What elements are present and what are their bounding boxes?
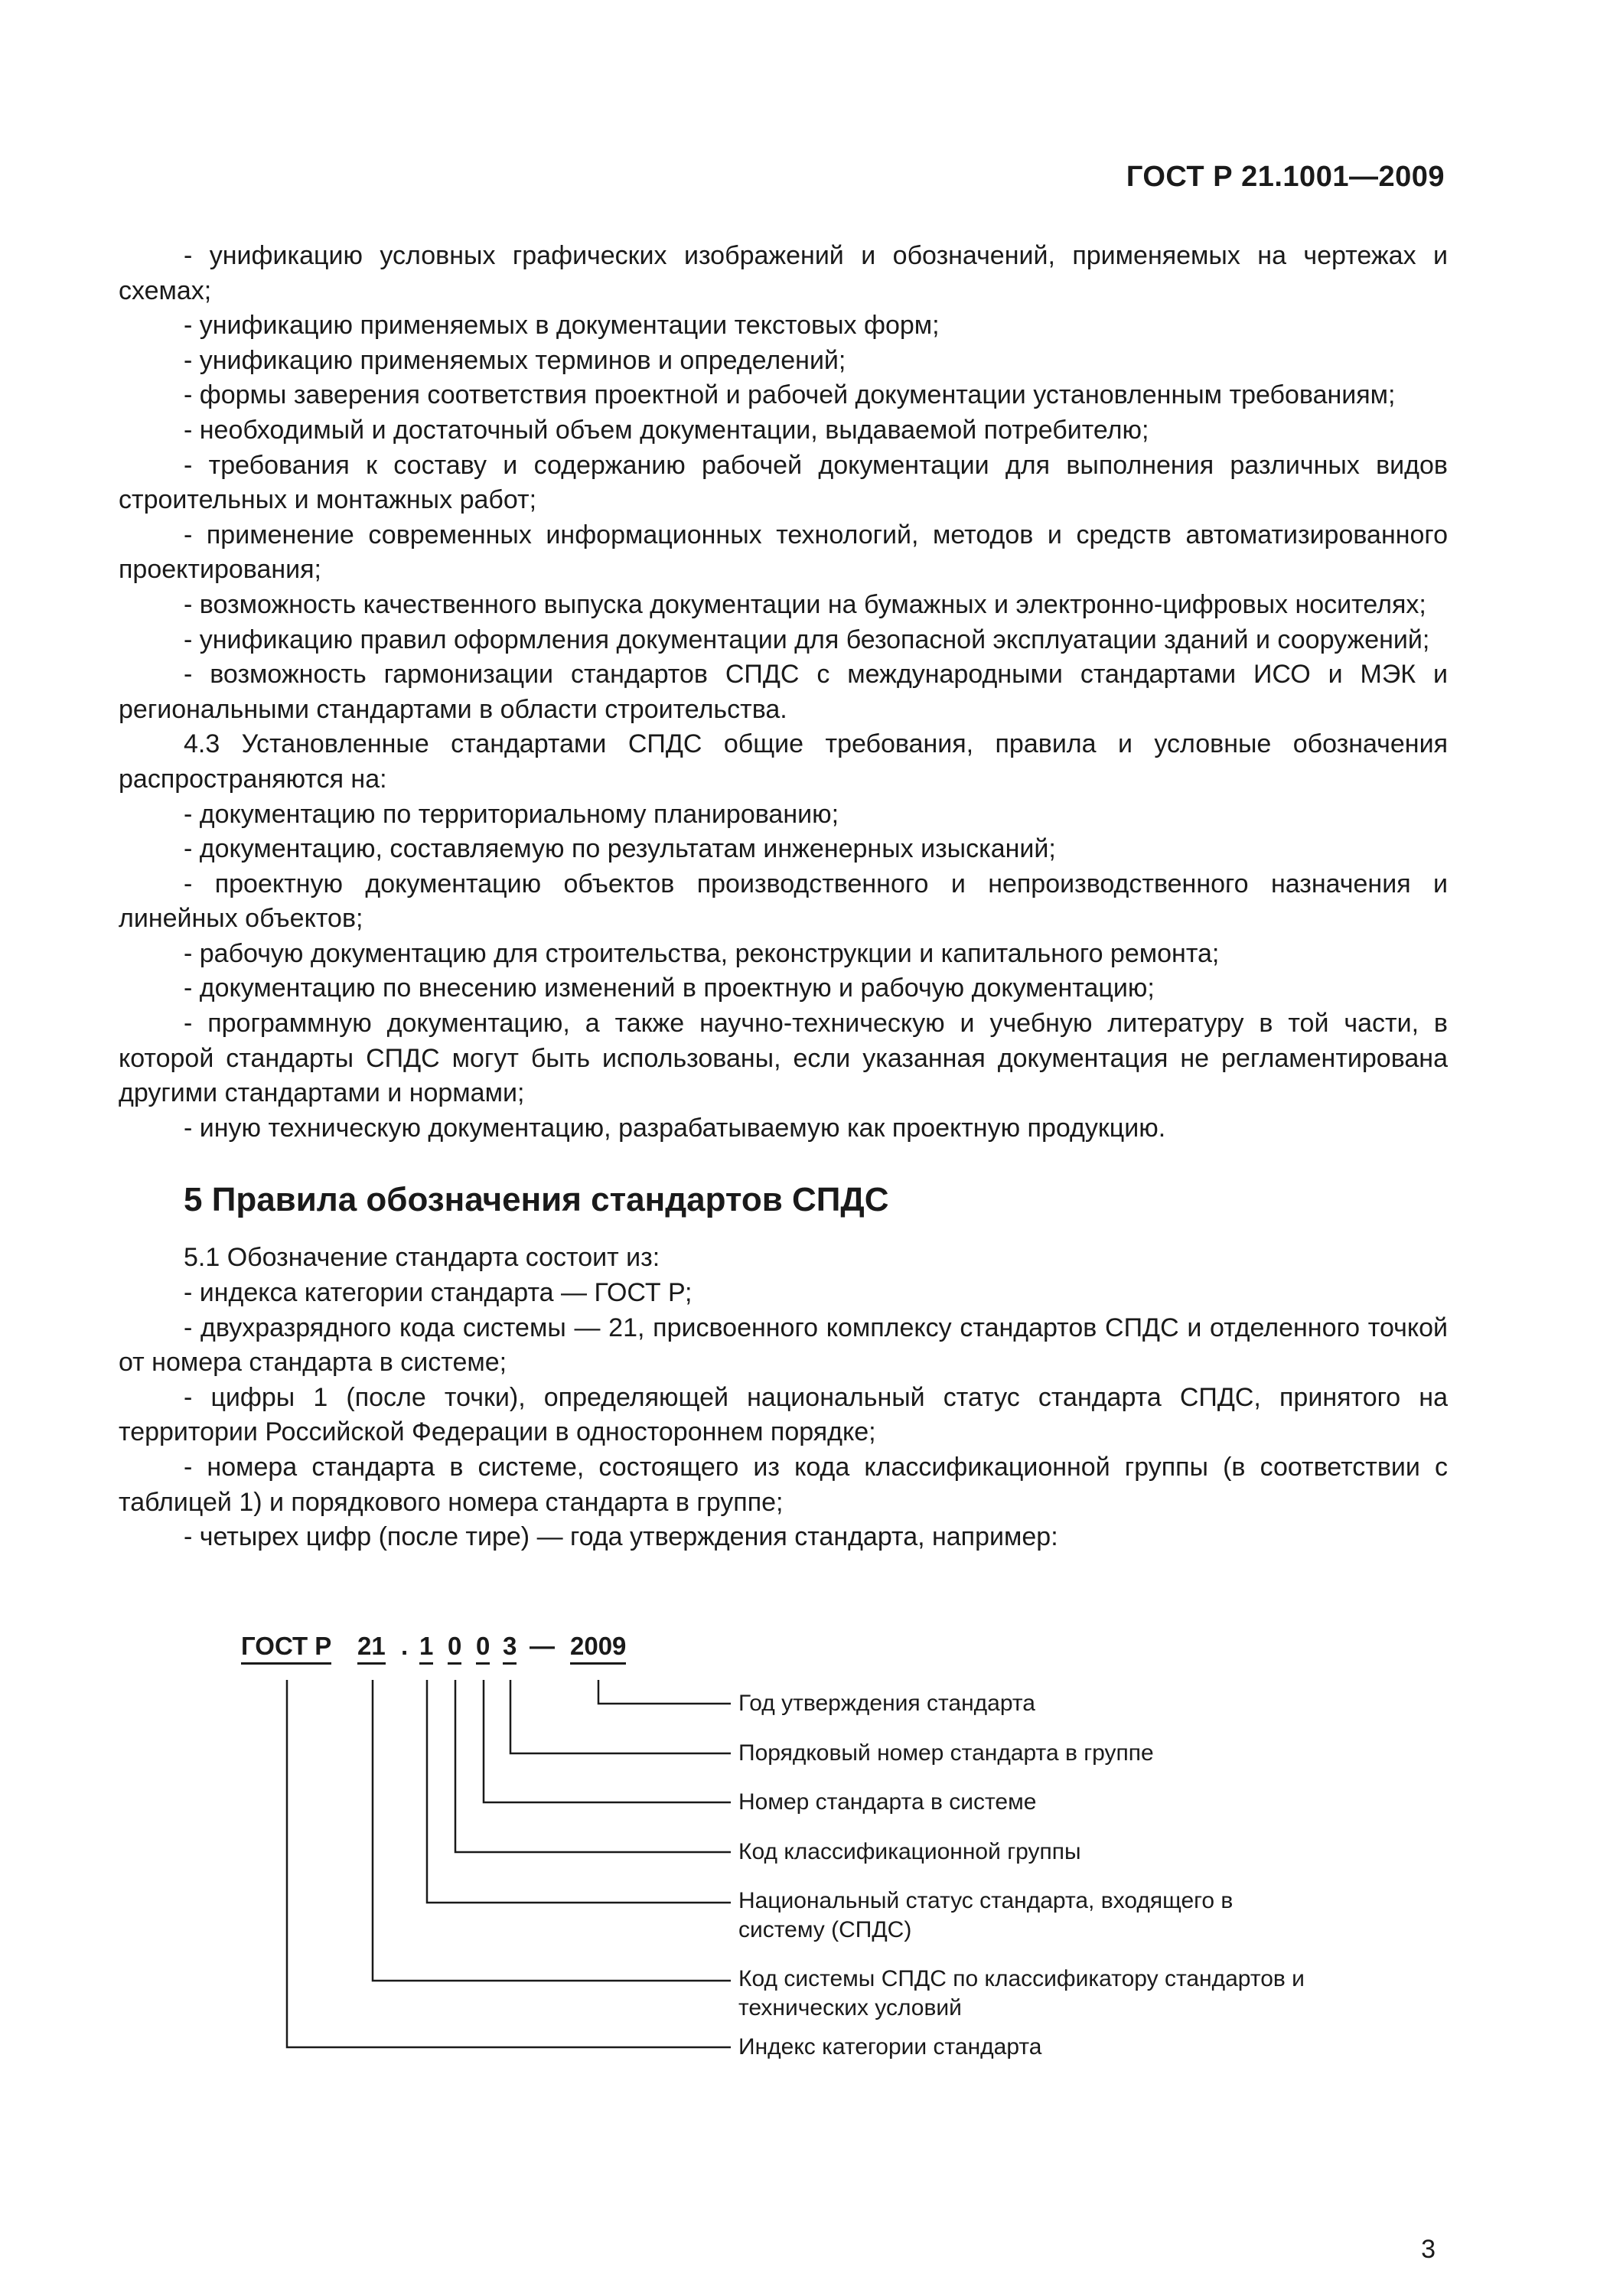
code-dot: . xyxy=(401,1632,409,1660)
standard-header: ГОСТ Р 21.1001—2009 xyxy=(1126,161,1445,193)
list-item: - проектную документацию объектов производственного и непроизводственного назначения и линейных объектов; xyxy=(119,869,1448,934)
list-item: - рабочую документацию для строительства, реконструкции и капитального ремонта; xyxy=(184,938,1220,968)
clause-4-3: 4.3 Установленные стандартами СПДС общие требования, правила и условные обозначения распространяются на: xyxy=(119,729,1448,794)
leader-category xyxy=(287,1680,731,2047)
label-group: Код классификационной группы xyxy=(738,1839,1081,1864)
code-group-digit-1: 0 xyxy=(448,1631,461,1665)
code-year: 2009 xyxy=(570,1631,626,1665)
list-item: - применение современных информационных технологий, методов и средств автоматизированного проектирования; xyxy=(119,520,1448,585)
list-item: - документацию, составляемую по результатам инженерных изысканий; xyxy=(184,834,1056,864)
list-item: - возможность качественного выпуска документации на бумажных и электронно-цифровых носителях; xyxy=(184,589,1426,619)
label-category: Индекс категории стандарта xyxy=(738,2034,1042,2060)
list-item: - цифры 1 (после точки), определяющей национальный статус стандарта СПДС, принятого на территории Российской Федерации в одностороннем порядке; xyxy=(119,1382,1448,1447)
code-system: 21 xyxy=(357,1631,386,1665)
list-item: - номера стандарта в системе, состоящего из кода классификационной группы (в соответствии с таблицей 1) и порядкового номера стандарта в группе; xyxy=(119,1453,1448,1517)
list-item: - необходимый и достаточный объем документации, выдаваемой потребителю; xyxy=(184,415,1149,445)
list-item: - программную документацию, а также научно-техническую и учебную литературу в той части, в которой стандарты СПДС могут быть использованы, если указанная документация не регламентирована другими стандартами и нормами; xyxy=(119,1009,1448,1108)
list-item: - формы заверения соответствия проектной и рабочей документации установленным требованиям; xyxy=(184,380,1396,410)
list-item: - четырех цифр (после тире) — года утверждения стандарта, например: xyxy=(184,1522,1058,1552)
list-item: - унификацию применяемых терминов и определений; xyxy=(184,345,846,375)
list-item: - индекса категории стандарта — ГОСТ Р; xyxy=(184,1278,693,1308)
label-number: Номер стандарта в системе xyxy=(738,1789,1037,1815)
page-number: 3 xyxy=(1421,2235,1436,2264)
clause-5-1: 5.1 Обозначение стандарта состоит из: xyxy=(184,1243,660,1273)
list-item: - унификацию правил оформления документации для безопасной эксплуатации зданий и сооружений; xyxy=(184,625,1430,654)
label-sequence: Порядковый номер стандарта в группе xyxy=(738,1740,1154,1766)
list-item: - требования к составу и содержанию рабочей документации для выполнения различных видов строительных и монтажных работ; xyxy=(119,450,1448,515)
list-item: - унификацию применяемых в документации текстовых форм; xyxy=(184,311,940,341)
code-group-digit-2: 0 xyxy=(476,1631,490,1665)
leader-group xyxy=(455,1680,731,1852)
list-item: - документацию по территориальному планированию; xyxy=(184,799,839,829)
section-5-heading: 5 Правила обозначения стандартов СПДС xyxy=(184,1181,889,1219)
code-number-digit: 3 xyxy=(503,1631,517,1665)
label-year: Год утверждения стандарта xyxy=(738,1691,1035,1716)
list-item: - документацию по внесению изменений в проектную и рабочую документацию; xyxy=(184,974,1155,1003)
leader-number xyxy=(484,1680,731,1802)
list-item: - возможность гармонизации стандартов СПДС с международными стандартами ИСО и МЭК и региональными стандартами в области строительства. xyxy=(119,660,1448,724)
leader-year xyxy=(598,1680,731,1704)
designation-diagram xyxy=(0,1619,1623,2154)
code-dash: — xyxy=(530,1632,555,1660)
code-status-digit: 1 xyxy=(419,1631,433,1665)
leader-sequence xyxy=(510,1680,731,1753)
list-item: - иную техническую документацию, разрабатываемую как проектную продукцию. xyxy=(184,1113,1166,1143)
leader-status xyxy=(427,1680,731,1903)
body-text xyxy=(119,239,1448,1555)
label-system-code: Код системы СПДС по классификатору стандартов и технических условий xyxy=(738,1966,1305,2020)
list-item: - двухразрядного кода системы — 21, присвоенного комплексу стандартов СПДС и отделенного точкой от номера стандарта в системе; xyxy=(119,1313,1448,1378)
label-status: Национальный статус стандарта, входящего в систему (СПДС) xyxy=(738,1888,1234,1942)
list-item: - унификацию условных графических изображений и обозначений, применяемых на чертежах и схемах; xyxy=(119,241,1448,305)
code-index: ГОСТ Р xyxy=(241,1631,331,1665)
